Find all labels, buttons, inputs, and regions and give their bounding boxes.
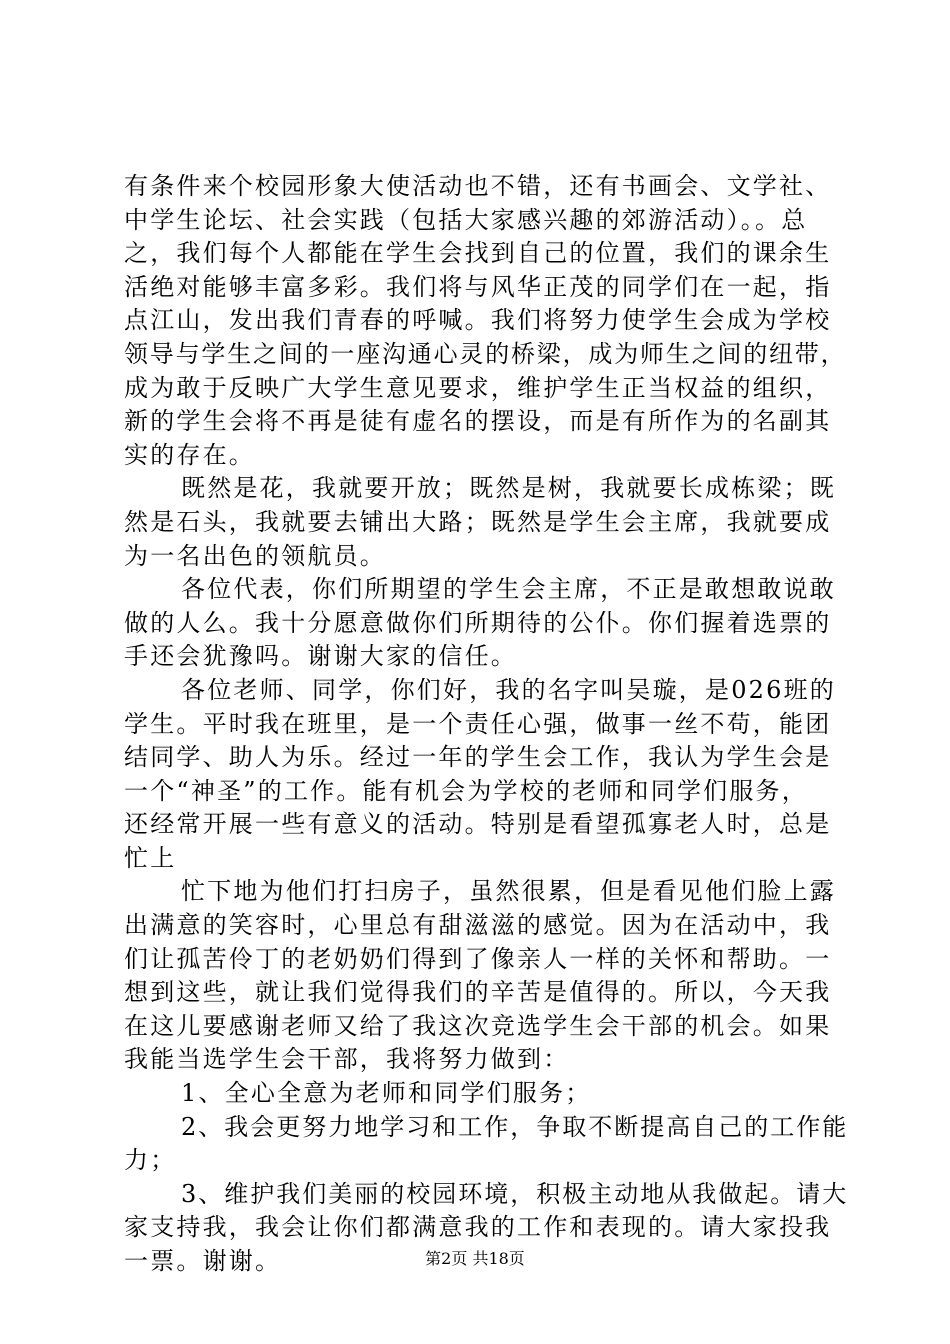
text-line: 实的存在。: [124, 440, 255, 469]
text-line: 领导与学生之间的一座沟通心灵的桥梁，成为师生之间的纽带，: [124, 339, 847, 368]
page-footer: [0, 1246, 950, 1269]
text-line: 们让孤苦伶丁的老奶奶们得到了像亲人一样的关怀和帮助。一: [124, 944, 832, 973]
text-line: 点江山，发出我们青春的呼喊。我们将努力使学生会成为学校: [124, 306, 832, 335]
text-line: 学生。平时我在班里，是一个责任心强，做事一丝不苟，能团: [124, 709, 832, 738]
text-line: 2、我会更努力地学习和工作，争取不断提高自己的工作能: [181, 1112, 849, 1141]
text-line: 为一名出色的领航员。: [124, 541, 386, 570]
text-line: 做的人么。我十分愿意做你们所期待的公仆。你们握着选票的: [124, 608, 832, 637]
text-line: 活绝对能够丰富多彩。我们将与风华正茂的同学们在一起，指: [124, 272, 832, 301]
text-line: 有条件来个校园形象大使活动也不错，还有书画会、文学社、: [124, 172, 832, 200]
text-line: 想到这些，就让我们觉得我们的辛苦是值得的。所以，今天我: [124, 978, 832, 1007]
text-line: 1、全心全意为老师和同学们服务；: [181, 1079, 592, 1108]
text-line: 各位老师、同学，你们好，我的名字叫吴璇，是026班的: [181, 675, 837, 704]
text-line: 出满意的笑容时，心里总有甜滋滋的感觉。因为在活动中，我: [124, 911, 832, 940]
text-line: 各位代表，你们所期望的学生会主席，不正是敢想敢说敢: [181, 575, 836, 604]
text-line: 还经常开展一些有意义的活动。特别是看望孤寡老人时，总是: [124, 810, 832, 839]
text-line: 一票。谢谢。: [124, 1247, 282, 1275]
text-line: 手还会犹豫吗。谢谢大家的信任。: [124, 642, 517, 671]
text-line: 新的学生会将不再是徒有虚名的摆设，而是有所作为的名副其: [124, 407, 832, 436]
text-line: 既然是花，我就要开放；既然是树，我就要长成栋梁；既: [181, 474, 836, 503]
page-number: 第2页 共18页: [425, 1249, 525, 1268]
document-body: [124, 170, 849, 1279]
text-line: 在这儿要感谢老师又给了我这次竞选学生会干部的机会。如果: [124, 1011, 832, 1040]
text-line: 成为敢于反映广大学生意见要求，维护学生正当权益的组织，: [124, 373, 832, 402]
text-line: 之，我们每个人都能在学生会找到自己的位置，我们的课余生: [124, 239, 832, 268]
text-line: 忙上: [124, 843, 177, 872]
text-line: 家支持我，我会让你们都满意我的工作和表现的。请大家投我: [124, 1213, 832, 1242]
text-line: 力；: [124, 1146, 177, 1175]
text-line: 3、维护我们美丽的校园环境，积极主动地从我做起。请大: [181, 1179, 849, 1208]
text-line: 忙下地为他们打扫房子，虽然很累，但是看见他们脸上露: [181, 877, 836, 906]
text-line: 一个“神圣”的工作。能有机会为学校的老师和同学们服务，: [124, 776, 808, 805]
text-line: 我能当选学生会干部，我将努力做到：: [124, 1045, 570, 1074]
text-line: 中学生论坛、社会实践（包括大家感兴趣的郊游活动）。。总: [124, 205, 808, 234]
text-line: 然是石头，我就要去铺出大路；既然是学生会主席，我就要成: [124, 507, 832, 536]
text-line: 结同学、助人为乐。经过一年的学生会工作，我认为学生会是: [124, 743, 832, 772]
